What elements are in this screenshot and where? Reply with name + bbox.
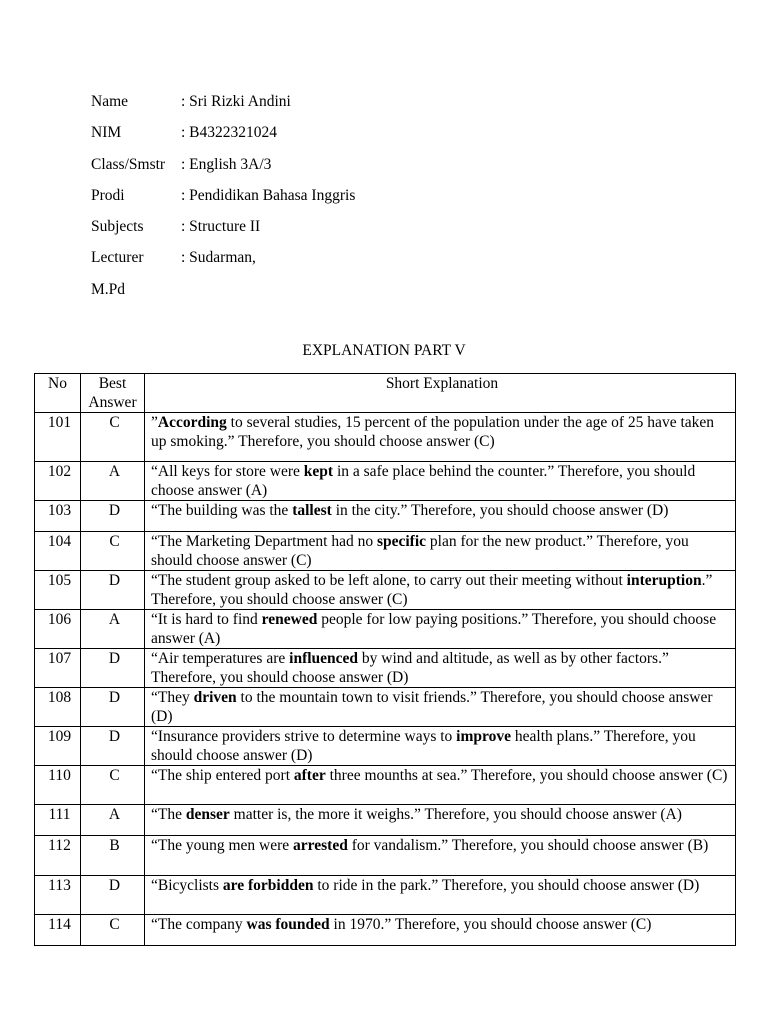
info-label: Name (91, 93, 129, 110)
info-row-lecturer (91, 246, 355, 277)
info-row-class (91, 153, 355, 184)
cell-best-answer: C (81, 766, 145, 805)
header-no: No (35, 374, 81, 413)
info-row-nim (91, 121, 355, 152)
cell-best-answer: D (81, 876, 145, 915)
info-row-subjects (91, 215, 355, 246)
explanation-text: “Insurance providers strive to determine ways to (151, 728, 457, 745)
cell-best-answer: B (81, 836, 145, 876)
cell-best-answer: C (81, 413, 145, 462)
info-label: Class/Smstr (91, 155, 166, 173)
explanation-text: “They (151, 689, 194, 706)
cell-explanation (145, 876, 736, 915)
table-row (35, 876, 736, 915)
key-word: was founded (246, 916, 330, 933)
student-info (91, 90, 355, 309)
explanation-text: .” Therefore, you should choose answer (C) (151, 572, 713, 608)
cell-explanation (145, 805, 736, 836)
cell-explanation (145, 836, 736, 876)
key-word: driven (193, 689, 237, 706)
explanation-text: three mounths at sea.” Therefore, you should choose answer (C) (325, 767, 728, 784)
table-row (35, 571, 736, 610)
explanation-text: “The young men were (151, 837, 294, 854)
key-word: improve (456, 728, 511, 745)
info-label: Prodi (91, 186, 125, 204)
cell-explanation (145, 649, 736, 688)
cell-number: 105 (35, 571, 81, 610)
cell-best-answer: C (81, 915, 145, 946)
explanation-text: by wind and altitude, as well as by other factors.” Therefore, you should choose answer (D) (151, 650, 669, 686)
info-value: : Pendidikan Bahasa Inggris (181, 186, 356, 204)
explanation-text: health plans.” Therefore, you should choose answer (D) (151, 728, 696, 764)
key-word: after (293, 767, 326, 784)
explanation-text: “All keys for store were (151, 463, 304, 480)
table-row (35, 649, 736, 688)
table-row (35, 413, 736, 462)
cell-number: 103 (35, 501, 81, 532)
info-value: : Structure II (181, 218, 261, 236)
cell-best-answer: D (81, 571, 145, 610)
page-title: EXPLANATION PART V (302, 342, 466, 359)
info-label: Lecturer (91, 249, 144, 267)
cell-best-answer: A (81, 805, 145, 836)
explanation-table (34, 373, 736, 946)
key-word: renewed (261, 611, 318, 628)
explanation-text: “The student group asked to be left alone, to carry out their meeting without (151, 572, 627, 589)
cell-explanation (145, 688, 736, 727)
explanation-text: matter is, the more it weighs.” Therefore, you should choose answer (A) (229, 806, 682, 823)
cell-best-answer: D (81, 501, 145, 532)
cell-explanation (145, 462, 736, 501)
explanation-text: “Bicyclists (151, 877, 223, 894)
key-word: tallest (292, 502, 332, 519)
info-label: Subjects (91, 218, 144, 236)
cell-number: 114 (35, 915, 81, 946)
explanation-text: in 1970.” Therefore, you should choose answer (C) (329, 916, 652, 933)
explanation-text: “The company (151, 916, 247, 933)
table-row (35, 462, 736, 501)
table-row (35, 610, 736, 649)
cell-best-answer: C (81, 532, 145, 571)
info-row-prodi (91, 184, 355, 215)
key-word: specific (376, 533, 427, 550)
key-word: arrested (293, 837, 348, 854)
cell-explanation (145, 766, 736, 805)
explanation-text: to ride in the park.” Therefore, you should choose answer (D) (313, 877, 700, 894)
key-word: influenced (289, 650, 359, 667)
cell-number: 108 (35, 688, 81, 727)
table-row (35, 501, 736, 532)
table-row (35, 688, 736, 727)
info-value: : Sri Rizki Andini (181, 93, 291, 110)
explanation-text: to the mountain town to visit friends.” Therefore, you should choose answer (D) (151, 689, 713, 725)
info-label: M.Pd (91, 280, 126, 298)
table-header-row (35, 374, 736, 413)
table-body (35, 413, 736, 946)
info-row-degree (91, 278, 355, 309)
cell-explanation (145, 915, 736, 946)
explanation-text: “The (151, 806, 186, 823)
cell-number: 111 (35, 805, 81, 836)
cell-explanation (145, 501, 736, 532)
header-short-explanation: Short Explanation (145, 374, 736, 413)
table-row (35, 915, 736, 946)
cell-number: 113 (35, 876, 81, 915)
key-word: According (157, 414, 227, 431)
info-value: : Sudarman, (181, 249, 256, 267)
explanation-text: “It is hard to find (151, 611, 262, 628)
info-row-name (91, 90, 355, 121)
cell-number: 102 (35, 462, 81, 501)
explanation-text: “Air temperatures are (151, 650, 290, 667)
cell-explanation (145, 727, 736, 766)
explanation-text: in a safe place behind the counter.” Therefore, you should choose answer (A) (151, 463, 696, 499)
key-word: denser (185, 806, 230, 823)
explanation-text: ” (151, 414, 158, 431)
cell-best-answer: D (81, 649, 145, 688)
table-row (35, 727, 736, 766)
cell-number: 107 (35, 649, 81, 688)
cell-number: 106 (35, 610, 81, 649)
explanation-text: plan for the new product.” Therefore, you should choose answer (C) (151, 533, 689, 569)
key-word: kept (303, 463, 334, 480)
info-value: : B4322321024 (181, 124, 278, 142)
cell-best-answer: D (81, 727, 145, 766)
table-row (35, 532, 736, 571)
info-value: : English 3A/3 (181, 155, 272, 173)
cell-best-answer: D (81, 688, 145, 727)
table-row (35, 805, 736, 836)
key-word: interuption (626, 572, 702, 589)
cell-number: 101 (35, 413, 81, 462)
explanation-text: “The Marketing Department had no (151, 533, 377, 550)
explanation-text: in the city.” Therefore, you should choose answer (D) (331, 502, 669, 519)
table-row (35, 836, 736, 876)
table-row (35, 766, 736, 805)
header-best-answer: Best Answer (81, 374, 145, 413)
info-label: NIM (91, 124, 122, 142)
cell-explanation (145, 610, 736, 649)
explanation-text: to several studies, 15 percent of the population under the age of 25 have taken up smoking.” Therefore, you should choose answer (C) (151, 414, 715, 450)
cell-number: 104 (35, 532, 81, 571)
cell-explanation (145, 532, 736, 571)
cell-number: 112 (35, 836, 81, 876)
key-word: are forbidden (222, 877, 314, 894)
cell-explanation (145, 571, 736, 610)
cell-number: 110 (35, 766, 81, 805)
explanation-text: for vandalism.” Therefore, you should choose answer (B) (347, 837, 709, 854)
cell-number: 109 (35, 727, 81, 766)
cell-best-answer: A (81, 610, 145, 649)
explanation-text: “The ship entered port (151, 767, 294, 784)
cell-best-answer: A (81, 462, 145, 501)
explanation-text: “The building was the (151, 502, 293, 519)
explanation-text: people for low paying positions.” Therefore, you should choose answer (A) (151, 611, 717, 647)
cell-explanation (145, 413, 736, 462)
